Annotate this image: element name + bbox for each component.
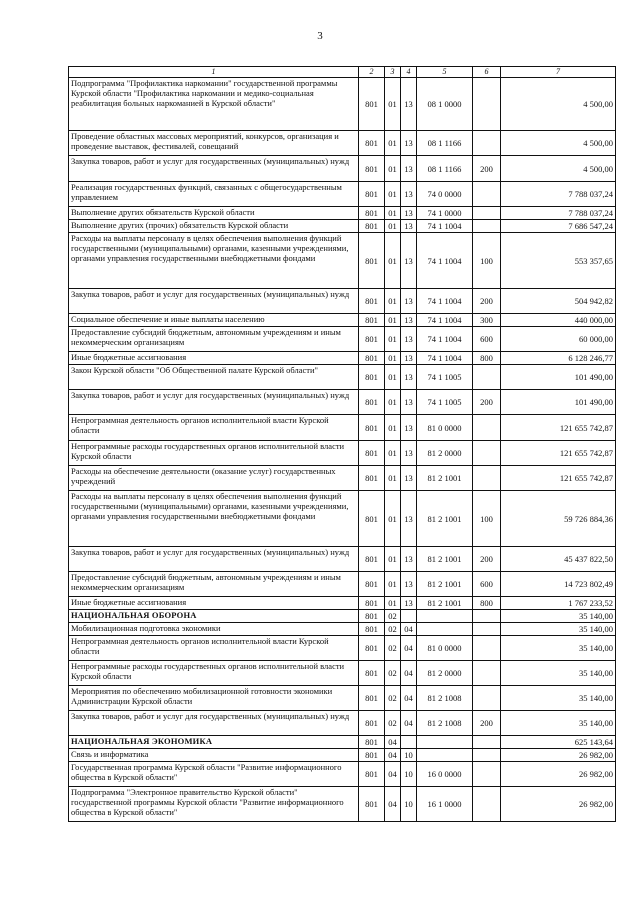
target-article-cell: 74 1 1004: [417, 220, 473, 233]
table-row: [69, 762, 616, 787]
section-code-cell: 01: [385, 491, 401, 547]
section-code-cell: 01: [385, 352, 401, 365]
column-header: 7: [501, 67, 616, 78]
amount-cell: 4 500,00: [501, 78, 616, 131]
expense-type-cell: [473, 207, 501, 220]
expense-type-cell: [473, 182, 501, 207]
subsection-code-cell: 10: [401, 787, 417, 822]
target-article-cell: 74 1 1005: [417, 365, 473, 390]
table-row: [69, 547, 616, 572]
amount-cell: 35 140,00: [501, 711, 616, 736]
subsection-code-cell: 10: [401, 762, 417, 787]
section-code-cell: 04: [385, 787, 401, 822]
gr-code-cell: 801: [359, 736, 385, 749]
row-name-cell: Социальное обеспечение и иные выплаты населению: [69, 314, 359, 327]
expense-type-cell: [473, 78, 501, 131]
row-name-cell: НАЦИОНАЛЬНАЯ ОБОРОНА: [69, 610, 359, 623]
expense-type-cell: 200: [473, 547, 501, 572]
table-row: [69, 491, 616, 547]
subsection-code-cell: 13: [401, 327, 417, 352]
expense-type-cell: [473, 623, 501, 636]
expense-type-cell: [473, 466, 501, 491]
table-row: [69, 156, 616, 182]
subsection-code-cell: 13: [401, 491, 417, 547]
amount-cell: 4 500,00: [501, 131, 616, 156]
expense-type-cell: 800: [473, 597, 501, 610]
subsection-code-cell: 13: [401, 182, 417, 207]
table-row: [69, 233, 616, 289]
subsection-code-cell: 13: [401, 233, 417, 289]
table-row: [69, 749, 616, 762]
expense-type-cell: [473, 787, 501, 822]
expense-type-cell: 200: [473, 289, 501, 314]
amount-cell: 553 357,65: [501, 233, 616, 289]
amount-cell: 121 655 742,87: [501, 441, 616, 466]
row-name-cell: Расходы на выплаты персоналу в целях обеспечения выполнения функций государственными (муниципальными) органами, казенными учреждениями, органами управления государственными внебюджетными фондами: [69, 491, 359, 547]
gr-code-cell: 801: [359, 762, 385, 787]
gr-code-cell: 801: [359, 749, 385, 762]
row-name-cell: Расходы на выплаты персоналу в целях обеспечения выполнения функций государственными (муниципальными) органами, казенными учреждениями, органами управления государственными внебюджетными фондами: [69, 233, 359, 289]
subsection-code-cell: 13: [401, 390, 417, 415]
column-number-row: [69, 67, 616, 78]
gr-code-cell: 801: [359, 207, 385, 220]
amount-cell: 504 942,82: [501, 289, 616, 314]
gr-code-cell: 801: [359, 491, 385, 547]
subsection-code-cell: 13: [401, 415, 417, 441]
gr-code-cell: 801: [359, 182, 385, 207]
target-article-cell: [417, 749, 473, 762]
row-name-cell: Расходы на обеспечение деятельности (оказание услуг) государственных учреждений: [69, 466, 359, 491]
row-name-cell: НАЦИОНАЛЬНАЯ ЭКОНОМИКА: [69, 736, 359, 749]
column-header: 4: [401, 67, 417, 78]
target-article-cell: 81 2 0000: [417, 441, 473, 466]
section-code-cell: 01: [385, 390, 401, 415]
table-row: [69, 466, 616, 491]
amount-cell: 59 726 884,36: [501, 491, 616, 547]
section-code-cell: 01: [385, 597, 401, 610]
expense-type-cell: [473, 686, 501, 711]
target-article-cell: 81 0 0000: [417, 415, 473, 441]
row-name-cell: Проведение областных массовых мероприятий, конкурсов, организация и проведение выставок, фестивалей, совещаний: [69, 131, 359, 156]
amount-cell: 121 655 742,87: [501, 415, 616, 441]
section-code-cell: 01: [385, 131, 401, 156]
target-article-cell: 74 1 0000: [417, 207, 473, 220]
subsection-code-cell: 04: [401, 686, 417, 711]
gr-code-cell: 801: [359, 636, 385, 661]
row-name-cell: Государственная программа Курской области "Развитие информационного общества в Курской области": [69, 762, 359, 787]
table-row: [69, 327, 616, 352]
gr-code-cell: 801: [359, 547, 385, 572]
table-row: [69, 610, 616, 623]
amount-cell: 121 655 742,87: [501, 466, 616, 491]
subsection-code-cell: 10: [401, 749, 417, 762]
target-article-cell: 16 0 0000: [417, 762, 473, 787]
target-article-cell: 81 2 1008: [417, 711, 473, 736]
section-code-cell: 01: [385, 415, 401, 441]
subsection-code-cell: [401, 736, 417, 749]
table-row: [69, 314, 616, 327]
section-code-cell: 02: [385, 661, 401, 686]
subsection-code-cell: 13: [401, 365, 417, 390]
row-name-cell: Закупка товаров, работ и услуг для государственных (муниципальных) нужд: [69, 390, 359, 415]
amount-cell: 26 982,00: [501, 762, 616, 787]
subsection-code-cell: 04: [401, 711, 417, 736]
row-name-cell: Мобилизационная подготовка экономики: [69, 623, 359, 636]
amount-cell: 7 788 037,24: [501, 182, 616, 207]
row-name-cell: Закупка товаров, работ и услуг для государственных (муниципальных) нужд: [69, 156, 359, 182]
gr-code-cell: 801: [359, 289, 385, 314]
amount-cell: 440 000,00: [501, 314, 616, 327]
page-number: 3: [317, 30, 323, 42]
amount-cell: 60 000,00: [501, 327, 616, 352]
target-article-cell: 81 2 1001: [417, 466, 473, 491]
table-row: [69, 597, 616, 610]
gr-code-cell: 801: [359, 597, 385, 610]
table-row: [69, 711, 616, 736]
target-article-cell: 81 0 0000: [417, 636, 473, 661]
subsection-code-cell: 13: [401, 289, 417, 314]
gr-code-cell: 801: [359, 610, 385, 623]
amount-cell: 35 140,00: [501, 623, 616, 636]
section-code-cell: 01: [385, 365, 401, 390]
target-article-cell: 74 1 1004: [417, 289, 473, 314]
target-article-cell: 81 2 1001: [417, 547, 473, 572]
gr-code-cell: 801: [359, 390, 385, 415]
section-code-cell: 01: [385, 233, 401, 289]
gr-code-cell: 801: [359, 233, 385, 289]
row-name-cell: Иные бюджетные ассигнования: [69, 597, 359, 610]
row-name-cell: Выполнение других (прочих) обязательств Курской области: [69, 220, 359, 233]
amount-cell: 35 140,00: [501, 686, 616, 711]
target-article-cell: 81 2 1001: [417, 491, 473, 547]
table-row: [69, 787, 616, 822]
target-article-cell: 81 2 0000: [417, 661, 473, 686]
table-row: [69, 661, 616, 686]
row-name-cell: Закупка товаров, работ и услуг для государственных (муниципальных) нужд: [69, 711, 359, 736]
amount-cell: 7 686 547,24: [501, 220, 616, 233]
subsection-code-cell: 13: [401, 466, 417, 491]
gr-code-cell: 801: [359, 686, 385, 711]
gr-code-cell: 801: [359, 661, 385, 686]
target-article-cell: 81 2 1001: [417, 597, 473, 610]
expense-type-cell: [473, 661, 501, 686]
expense-type-cell: 100: [473, 491, 501, 547]
table-row: [69, 220, 616, 233]
section-code-cell: 04: [385, 736, 401, 749]
gr-code-cell: 801: [359, 572, 385, 597]
expense-type-cell: [473, 610, 501, 623]
amount-cell: 7 788 037,24: [501, 207, 616, 220]
expense-type-cell: [473, 415, 501, 441]
target-article-cell: 08 1 1166: [417, 156, 473, 182]
subsection-code-cell: [401, 610, 417, 623]
table-row: [69, 131, 616, 156]
gr-code-cell: 801: [359, 415, 385, 441]
target-article-cell: 16 1 0000: [417, 787, 473, 822]
table-row: [69, 686, 616, 711]
expense-type-cell: [473, 441, 501, 466]
amount-cell: 26 982,00: [501, 787, 616, 822]
table-row: [69, 623, 616, 636]
table-row: [69, 415, 616, 441]
row-name-cell: Непрограммная деятельность органов исполнительной власти Курской области: [69, 415, 359, 441]
subsection-code-cell: 13: [401, 78, 417, 131]
row-name-cell: Связь и информатика: [69, 749, 359, 762]
amount-cell: 1 767 233,52: [501, 597, 616, 610]
section-code-cell: 01: [385, 289, 401, 314]
amount-cell: 101 490,00: [501, 390, 616, 415]
gr-code-cell: 801: [359, 352, 385, 365]
gr-code-cell: 801: [359, 623, 385, 636]
section-code-cell: 01: [385, 207, 401, 220]
subsection-code-cell: 13: [401, 207, 417, 220]
expense-type-cell: [473, 762, 501, 787]
amount-cell: 6 128 246,77: [501, 352, 616, 365]
section-code-cell: 01: [385, 466, 401, 491]
amount-cell: 14 723 802,49: [501, 572, 616, 597]
expense-type-cell: [473, 365, 501, 390]
subsection-code-cell: 04: [401, 661, 417, 686]
row-name-cell: Иные бюджетные ассигнования: [69, 352, 359, 365]
subsection-code-cell: 04: [401, 636, 417, 661]
section-code-cell: 01: [385, 327, 401, 352]
gr-code-cell: 801: [359, 156, 385, 182]
amount-cell: 35 140,00: [501, 661, 616, 686]
expense-type-cell: [473, 220, 501, 233]
target-article-cell: [417, 623, 473, 636]
gr-code-cell: 801: [359, 220, 385, 233]
gr-code-cell: 801: [359, 131, 385, 156]
amount-cell: 35 140,00: [501, 610, 616, 623]
target-article-cell: 81 2 1008: [417, 686, 473, 711]
expense-type-cell: 200: [473, 390, 501, 415]
expense-type-cell: [473, 749, 501, 762]
section-code-cell: 02: [385, 610, 401, 623]
target-article-cell: 74 1 1004: [417, 352, 473, 365]
amount-cell: 101 490,00: [501, 365, 616, 390]
expense-type-cell: [473, 131, 501, 156]
target-article-cell: 74 1 1004: [417, 327, 473, 352]
table-row: [69, 636, 616, 661]
gr-code-cell: 801: [359, 327, 385, 352]
section-code-cell: 01: [385, 441, 401, 466]
expense-type-cell: 300: [473, 314, 501, 327]
amount-cell: 45 437 822,50: [501, 547, 616, 572]
gr-code-cell: 801: [359, 711, 385, 736]
column-header: 6: [473, 67, 501, 78]
gr-code-cell: 801: [359, 441, 385, 466]
table-row: [69, 572, 616, 597]
subsection-code-cell: 13: [401, 352, 417, 365]
target-article-cell: 81 2 1001: [417, 572, 473, 597]
column-header: 2: [359, 67, 385, 78]
expense-type-cell: [473, 636, 501, 661]
target-article-cell: 74 1 1005: [417, 390, 473, 415]
amount-cell: 35 140,00: [501, 636, 616, 661]
expense-type-cell: 600: [473, 327, 501, 352]
section-code-cell: 01: [385, 547, 401, 572]
row-name-cell: Предоставление субсидий бюджетным, автономным учреждениям и иным некоммерческим организациям: [69, 572, 359, 597]
row-name-cell: Предоставление субсидий бюджетным, автономным учреждениям и иным некоммерческим организациям: [69, 327, 359, 352]
section-code-cell: 02: [385, 711, 401, 736]
section-code-cell: 02: [385, 623, 401, 636]
expense-type-cell: [473, 736, 501, 749]
subsection-code-cell: 13: [401, 547, 417, 572]
row-name-cell: Непрограммные расходы государственных органов исполнительной власти Курской области: [69, 441, 359, 466]
table-row: [69, 182, 616, 207]
expense-type-cell: 800: [473, 352, 501, 365]
subsection-code-cell: 13: [401, 314, 417, 327]
budget-table: [68, 66, 616, 822]
target-article-cell: 74 1 1004: [417, 233, 473, 289]
row-name-cell: Подпрограмма "Электронное правительство Курской области" государственной программы Курской области "Развитие информационного общества в Курской области": [69, 787, 359, 822]
table-row: [69, 390, 616, 415]
table-row: [69, 289, 616, 314]
expense-type-cell: 200: [473, 156, 501, 182]
table-row: [69, 365, 616, 390]
row-name-cell: Закупка товаров, работ и услуг для государственных (муниципальных) нужд: [69, 289, 359, 314]
target-article-cell: 08 1 0000: [417, 78, 473, 131]
column-header: 5: [417, 67, 473, 78]
section-code-cell: 01: [385, 78, 401, 131]
gr-code-cell: 801: [359, 365, 385, 390]
amount-cell: 4 500,00: [501, 156, 616, 182]
target-article-cell: [417, 736, 473, 749]
target-article-cell: [417, 610, 473, 623]
section-code-cell: 02: [385, 636, 401, 661]
subsection-code-cell: 13: [401, 597, 417, 610]
section-code-cell: 04: [385, 749, 401, 762]
amount-cell: 26 982,00: [501, 749, 616, 762]
expense-type-cell: 100: [473, 233, 501, 289]
row-name-cell: Мероприятия по обеспечению мобилизационной готовности экономики Администрации Курской области: [69, 686, 359, 711]
section-code-cell: 01: [385, 220, 401, 233]
amount-cell: 625 143,64: [501, 736, 616, 749]
table-row: [69, 207, 616, 220]
section-code-cell: 04: [385, 762, 401, 787]
gr-code-cell: 801: [359, 787, 385, 822]
section-code-cell: 01: [385, 156, 401, 182]
table-row: [69, 352, 616, 365]
row-name-cell: Закупка товаров, работ и услуг для государственных (муниципальных) нужд: [69, 547, 359, 572]
section-code-cell: 01: [385, 572, 401, 597]
row-name-cell: Реализация государственных функций, связанных с общегосударственным управлением: [69, 182, 359, 207]
expense-type-cell: 600: [473, 572, 501, 597]
row-name-cell: Закон Курской области "Об Общественной палате Курской области": [69, 365, 359, 390]
column-header: 1: [69, 67, 359, 78]
subsection-code-cell: 13: [401, 572, 417, 597]
expense-type-cell: 200: [473, 711, 501, 736]
column-header: 3: [385, 67, 401, 78]
table-row: [69, 78, 616, 131]
target-article-cell: 08 1 1166: [417, 131, 473, 156]
section-code-cell: 01: [385, 182, 401, 207]
row-name-cell: Выполнение других обязательств Курской области: [69, 207, 359, 220]
subsection-code-cell: 04: [401, 623, 417, 636]
section-code-cell: 01: [385, 314, 401, 327]
gr-code-cell: 801: [359, 466, 385, 491]
table-row: [69, 736, 616, 749]
subsection-code-cell: 13: [401, 156, 417, 182]
subsection-code-cell: 13: [401, 441, 417, 466]
table-row: [69, 441, 616, 466]
gr-code-cell: 801: [359, 314, 385, 327]
subsection-code-cell: 13: [401, 131, 417, 156]
section-code-cell: 02: [385, 686, 401, 711]
gr-code-cell: 801: [359, 78, 385, 131]
subsection-code-cell: 13: [401, 220, 417, 233]
target-article-cell: 74 0 0000: [417, 182, 473, 207]
row-name-cell: Непрограммная деятельность органов исполнительной власти Курской области: [69, 636, 359, 661]
target-article-cell: 74 1 1004: [417, 314, 473, 327]
row-name-cell: Непрограммные расходы государственных органов исполнительной власти Курской области: [69, 661, 359, 686]
row-name-cell: Подпрограмма "Профилактика наркомании" государственной программы Курской области "Профилактика наркомании и медико-социальная реабилитация больных наркоманией в Курской области": [69, 78, 359, 131]
